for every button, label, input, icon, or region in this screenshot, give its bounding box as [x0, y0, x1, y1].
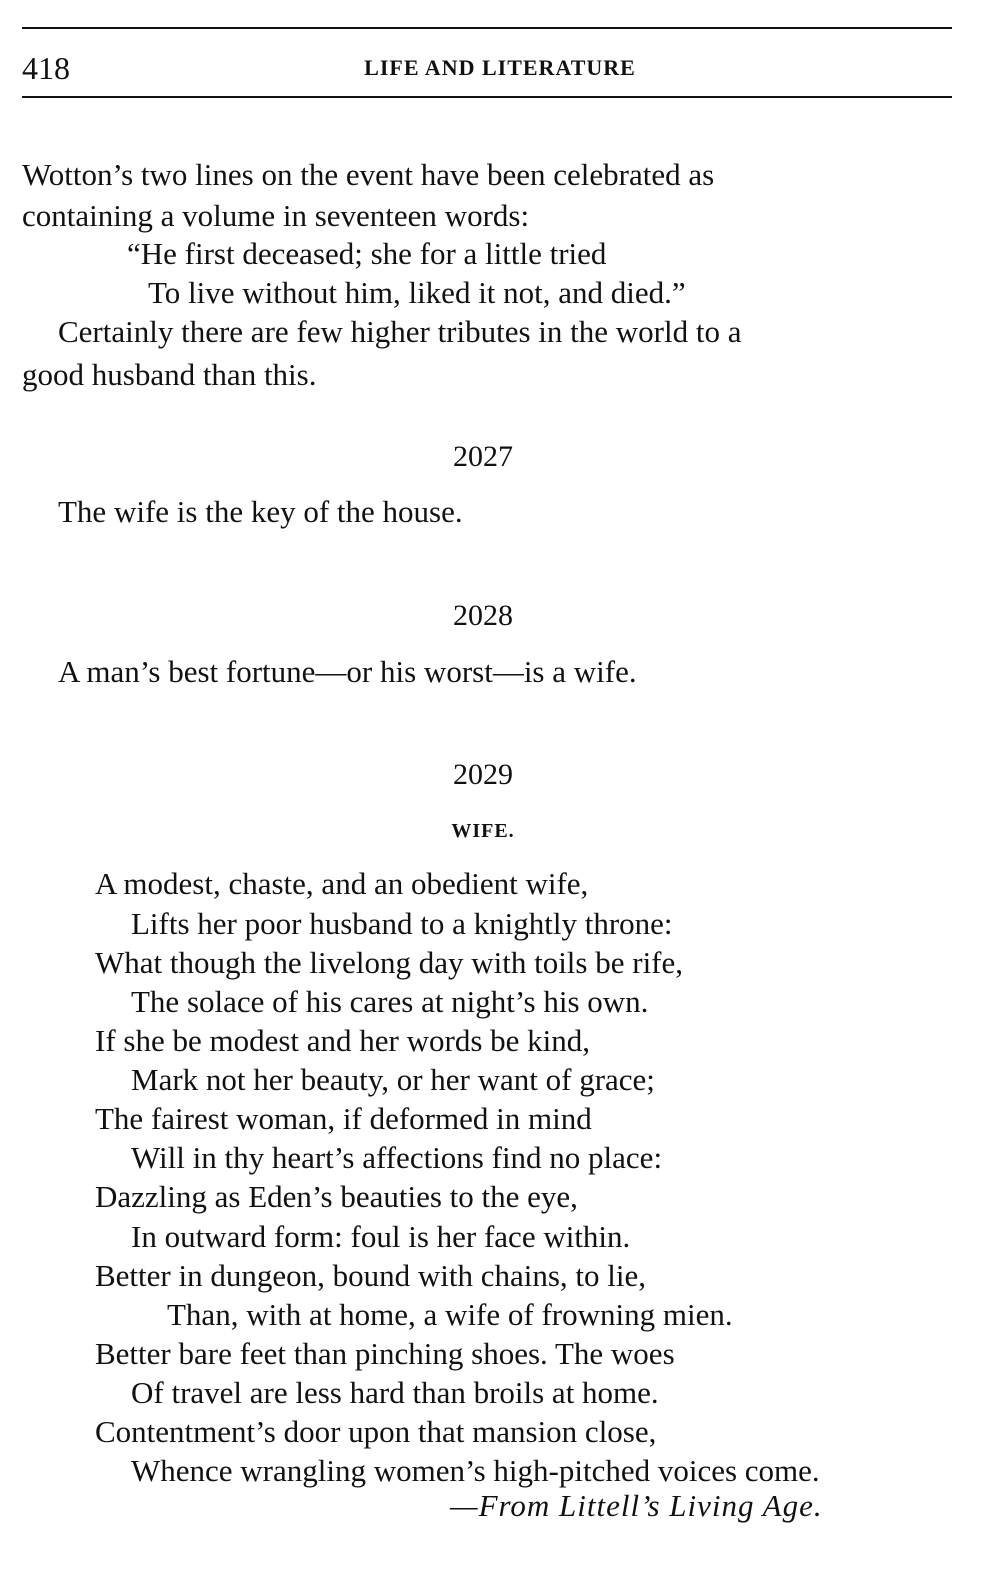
poem-number: 2029	[453, 758, 513, 791]
intro-line-1: Wotton’s two lines on the event have been celebrated as	[22, 157, 715, 192]
poem-line: Whence wrangling women’s high-pitched voices come.	[131, 1453, 820, 1488]
poem-line: In outward form: foul is her face within.	[131, 1219, 631, 1254]
entry-number-2028: 2028	[453, 599, 513, 632]
poem-line: The solace of his cares at night’s his own.	[131, 984, 649, 1019]
poem-title: WIFE.	[451, 820, 515, 842]
poem-line: Of travel are less hard than broils at home.	[131, 1375, 659, 1410]
page-number: 418	[22, 50, 70, 86]
poem-attribution: —From Littell’s Living Age.	[450, 1488, 823, 1523]
poem-line: Mark not her beauty, or her want of grace;	[131, 1062, 655, 1097]
poem-line: Lifts her poor husband to a knightly throne:	[131, 906, 673, 941]
entry-number-2027: 2027	[453, 440, 513, 473]
header-rule-bottom	[22, 96, 952, 98]
poem-line: If she be modest and her words be kind,	[95, 1023, 591, 1058]
poem-line: Will in thy heart’s affections find no place:	[131, 1140, 663, 1175]
poem-line: What though the livelong day with toils be rife,	[95, 945, 684, 980]
header-rule-top	[22, 27, 952, 29]
entry-text-2028: A man’s best fortune—or his worst—is a wife.	[58, 654, 637, 689]
poem-line: Than, with at home, a wife of frowning mien.	[167, 1297, 733, 1332]
intro-line-3: Certainly there are few higher tributes in the world to a	[58, 314, 742, 349]
intro-line-4: good husband than this.	[22, 357, 317, 392]
poem-line: Better bare feet than pinching shoes. The woes	[95, 1336, 675, 1371]
poem-line: Dazzling as Eden’s beauties to the eye,	[95, 1179, 578, 1214]
quote-line-1: “He first deceased; she for a little tried	[127, 236, 607, 271]
poem-line: A modest, chaste, and an obedient wife,	[95, 866, 589, 901]
quote-line-2: To live without him, liked it not, and died.”	[148, 275, 686, 310]
poem-line: Better in dungeon, bound with chains, to lie,	[95, 1258, 647, 1293]
running-title: LIFE AND LITERATURE	[364, 55, 636, 80]
entry-text-2027: The wife is the key of the house.	[58, 494, 463, 529]
poem-line: The fairest woman, if deformed in mind	[95, 1101, 592, 1136]
intro-line-2: containing a volume in seventeen words:	[22, 198, 530, 233]
poem-line: Contentment’s door upon that mansion close,	[95, 1414, 657, 1449]
